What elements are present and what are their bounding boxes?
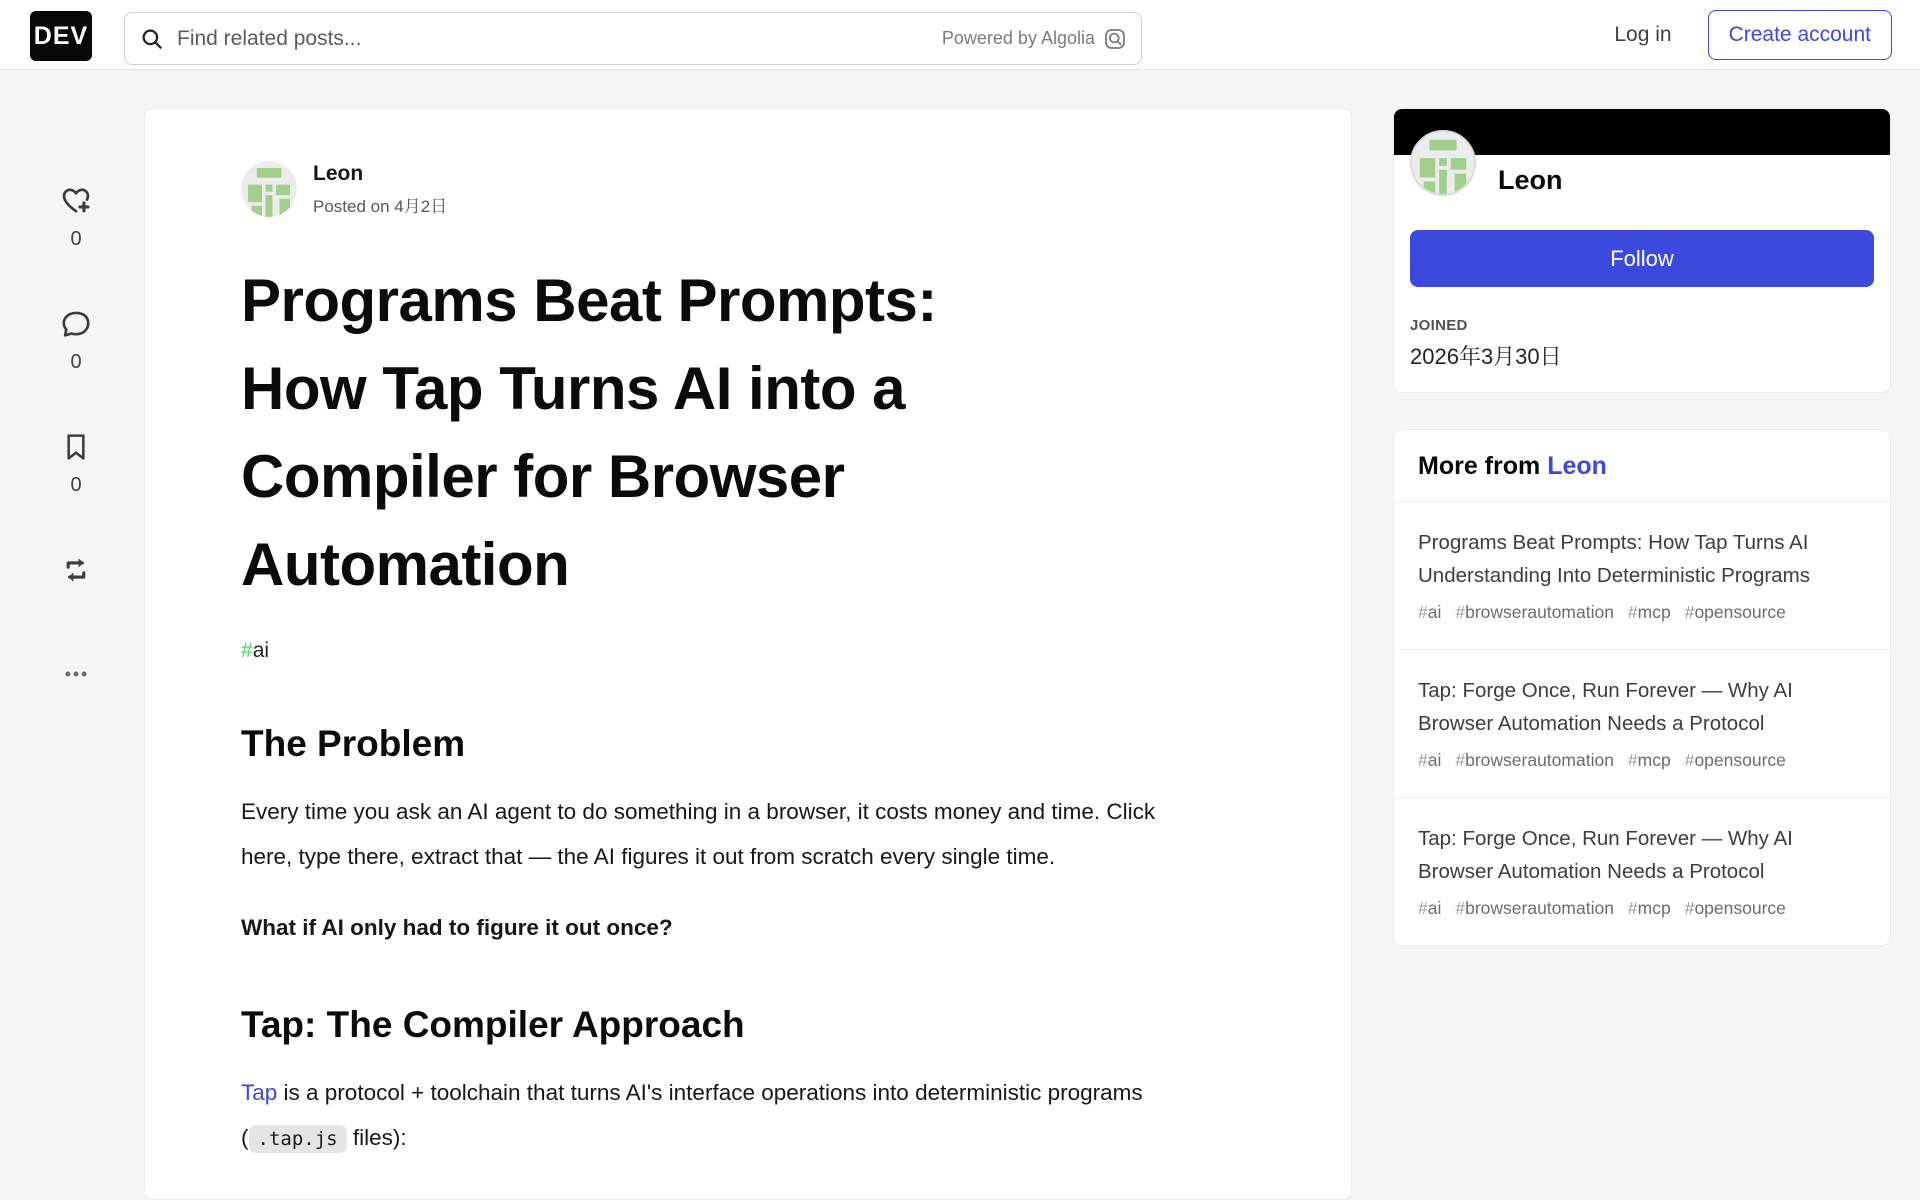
comment-icon <box>59 307 93 341</box>
profile-name[interactable]: Leon <box>1498 165 1563 195</box>
post-tag[interactable]: #ai <box>1418 602 1442 622</box>
more-from-list <box>1394 502 1890 945</box>
post-tag-hash: # <box>1627 898 1638 918</box>
author-profile-card <box>1393 108 1891 393</box>
post-tag-hash: # <box>1455 898 1466 918</box>
more-from-card <box>1393 429 1891 946</box>
repost-group <box>55 549 97 591</box>
author-name[interactable]: Leon <box>313 161 364 185</box>
powered-by-algolia-label: Powered by Algolia <box>941 28 1095 48</box>
login-link[interactable]: Log in <box>1614 23 1672 46</box>
post-tag-hash: # <box>1684 750 1695 770</box>
search-icon <box>139 26 165 52</box>
post-tag[interactable]: #opensource <box>1684 750 1786 770</box>
more-from-heading <box>1394 430 1890 502</box>
post-tags <box>1418 898 1866 919</box>
post-title[interactable]: Programs Beat Prompts: How Tap Turns AI Understanding Into Deterministic Programs <box>1418 531 1810 587</box>
bookmarks-count: 0 <box>70 474 82 496</box>
post-tags <box>1418 602 1866 623</box>
post-tag-hash: # <box>1418 750 1428 770</box>
post-tag[interactable]: #mcp <box>1627 898 1671 918</box>
post-tag-hash: # <box>1627 750 1638 770</box>
top-navigation <box>0 0 1920 70</box>
comments-group <box>55 303 97 374</box>
post-tag[interactable]: #opensource <box>1684 602 1786 622</box>
create-account-button[interactable]: Create account <box>1708 10 1892 60</box>
post-tag[interactable]: #ai <box>1418 898 1442 918</box>
search-box[interactable] <box>124 12 1142 65</box>
ellipsis-icon <box>61 659 91 689</box>
joined-label: JOINED <box>1410 317 1468 334</box>
article-title-line: Automation <box>241 531 570 598</box>
post-tag[interactable]: #mcp <box>1627 750 1671 770</box>
problem-question: What if AI only had to figure it out once? <box>241 915 673 940</box>
post-tag[interactable]: #ai <box>1418 750 1442 770</box>
post-tag[interactable]: #opensource <box>1684 898 1786 918</box>
tap-paragraph-text: is a protocol + toolchain that turns AI's interface operations into deterministic programs ( <box>241 1080 1143 1150</box>
more-from-post[interactable] <box>1394 502 1890 650</box>
search-input[interactable] <box>177 27 942 51</box>
posted-date: Posted on 4月2日 <box>313 196 448 216</box>
reaction-rail <box>44 180 108 747</box>
more-from-author-link[interactable]: Leon <box>1547 452 1607 480</box>
more-from-prefix: More from <box>1418 452 1548 480</box>
author-avatar[interactable] <box>241 161 297 217</box>
bookmark-button[interactable] <box>55 426 97 468</box>
profile-avatar[interactable] <box>1410 130 1476 196</box>
dev-logo[interactable] <box>30 11 92 61</box>
repost-button[interactable] <box>55 549 97 591</box>
more-options-group <box>55 653 97 695</box>
more-options-button[interactable] <box>55 653 97 695</box>
post-title[interactable]: Tap: Forge Once, Run Forever — Why AI Browser Automation Needs a Protocol <box>1418 827 1793 883</box>
post-tag-hash: # <box>1684 602 1695 622</box>
tap-paragraph-end: files): <box>346 1125 407 1150</box>
bookmark-icon <box>60 431 92 463</box>
post-title[interactable]: Tap: Forge Once, Run Forever — Why AI Browser Automation Needs a Protocol <box>1418 679 1793 735</box>
tap-link[interactable]: Tap <box>241 1080 278 1105</box>
algolia-icon <box>1103 27 1127 51</box>
article-card <box>144 108 1352 1200</box>
post-tag-hash: # <box>1627 602 1638 622</box>
post-tag-hash: # <box>1455 750 1466 770</box>
post-tag-hash: # <box>1418 602 1428 622</box>
section-heading-tap: Tap: The Compiler Approach <box>241 1004 745 1045</box>
reactions-group <box>55 180 97 251</box>
right-sidebar <box>1393 108 1891 946</box>
post-tag[interactable]: #browserautomation <box>1455 602 1614 622</box>
article-title <box>241 257 1255 609</box>
tap-js-code-chip: .tap.js <box>249 1125 347 1153</box>
more-from-post[interactable] <box>1394 798 1890 945</box>
author-meta <box>313 162 447 217</box>
article-title-line: Programs Beat Prompts: <box>241 267 937 334</box>
post-tag[interactable]: #browserautomation <box>1455 898 1614 918</box>
more-from-post[interactable] <box>1394 650 1890 798</box>
heart-plus-icon <box>59 184 93 218</box>
article-author-row <box>241 161 1255 217</box>
problem-paragraph: Every time you ask an AI agent to do something in a browser, it costs money and time. Click here, type there, extract that — the AI figures it out from scratch every single time. <box>241 799 1156 869</box>
add-reaction-button[interactable] <box>55 180 97 222</box>
tag-hash: # <box>241 639 253 662</box>
post-tag[interactable]: #browserautomation <box>1455 750 1614 770</box>
powered-by-algolia <box>942 27 1127 51</box>
joined-date: 2026年3月30日 <box>1410 344 1562 369</box>
reactions-count: 0 <box>70 228 82 250</box>
tag-name: ai <box>252 639 270 662</box>
article-tags <box>241 633 1255 669</box>
repost-icon <box>59 553 93 587</box>
bookmarks-group <box>55 426 97 497</box>
section-heading-problem: The Problem <box>241 723 466 764</box>
follow-button[interactable]: Follow <box>1410 230 1874 287</box>
tap-paragraph <box>241 1070 1166 1162</box>
tag-ai[interactable] <box>241 633 277 669</box>
nav-actions <box>1600 0 1892 70</box>
comments-button[interactable] <box>55 303 97 345</box>
article-title-line: How Tap Turns AI into a <box>241 355 906 422</box>
article-title-line: Compiler for Browser <box>241 443 845 510</box>
post-tag-hash: # <box>1684 898 1695 918</box>
post-tag-hash: # <box>1455 602 1466 622</box>
post-tag-hash: # <box>1418 898 1428 918</box>
post-tags <box>1418 750 1866 771</box>
dev-logo-text: DEV <box>33 21 89 50</box>
post-tag[interactable]: #mcp <box>1627 602 1671 622</box>
comments-count: 0 <box>70 351 82 373</box>
